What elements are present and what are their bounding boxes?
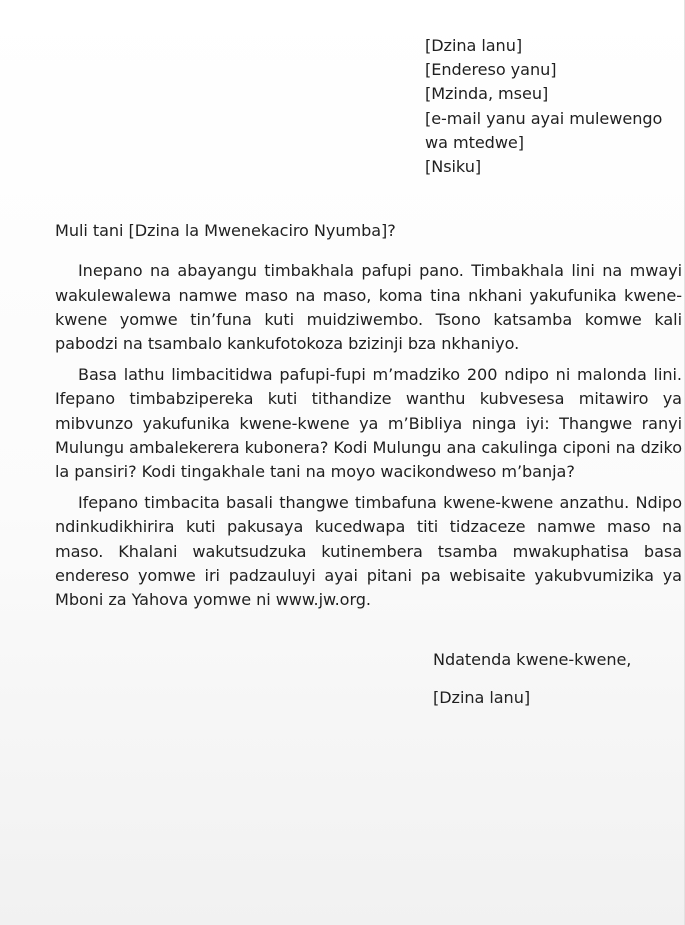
sender-address-line: [Endereso yanu] xyxy=(425,60,557,80)
sender-city-line: [Mzinda, mseu] xyxy=(425,84,549,104)
letter-closing: Ndatenda kwene-kwene, xyxy=(433,650,632,670)
sender-date-line: [Nsiku] xyxy=(425,157,482,177)
letter-paragraph-1: Inepano na abayangu timbakhala pafupi pano. Timbakhala lini na mwayi wakulewalewa namwe maso na maso, koma tina nkhani yakufunika kwene-kwene yomwe tin’funa kuti muidziwembo. Tsono katsamba komwe kali pabodzi na tsambalo kankufotokoza bzizinji bza nkhaniyo. xyxy=(55,261,682,354)
letter-closing-block xyxy=(433,646,683,711)
sender-contact-line-continued: wa mtedwe] xyxy=(425,132,524,152)
letter-body xyxy=(55,34,683,711)
sender-name-line: [Dzina lanu] xyxy=(425,36,523,55)
sender-address-block xyxy=(425,34,685,179)
letter-signature: [Dzina lanu] xyxy=(433,688,531,708)
letter-paragraph-3: Ifepano timbacita basali thangwe timbafuna kwene-kwene anzathu. Ndipo ndinkudikhirira kuti pakusaya kucedwapa titi tidzaceze namwe maso na maso. Khalani wakutsudzuka kutinembera tsamba mwakuphatisa basa endereso yomwe iri padzauluyi ayai pitani pa webisaite yakubvumizika ya Mboni za Yahova yomwe ni www.jw.org. xyxy=(55,493,682,610)
letter-paragraph-2: Basa lathu limbacitidwa pafupi-fupi m’madziko 200 ndipo ni malonda lini. Ifepano timbabzipereka kuti tithandize wanthu kubvesesa mitawiro ya mibvunzo yakufunika kwene-kwene ya m’Bibliya ninga iyi: Thangwe ranyi Mulungu ambalekerera kubonera? Kodi Mulungu ana cakulinga ciponi na dziko la pansiri? Kodi tingakhale tani na moyo wacikondweso m’banja? xyxy=(55,365,682,482)
letter-salutation: Muli tani [Dzina la Mwenekaciro Nyumba]? xyxy=(55,221,396,241)
sender-contact-line: [e-mail yanu ayai mulewengo xyxy=(425,108,663,128)
